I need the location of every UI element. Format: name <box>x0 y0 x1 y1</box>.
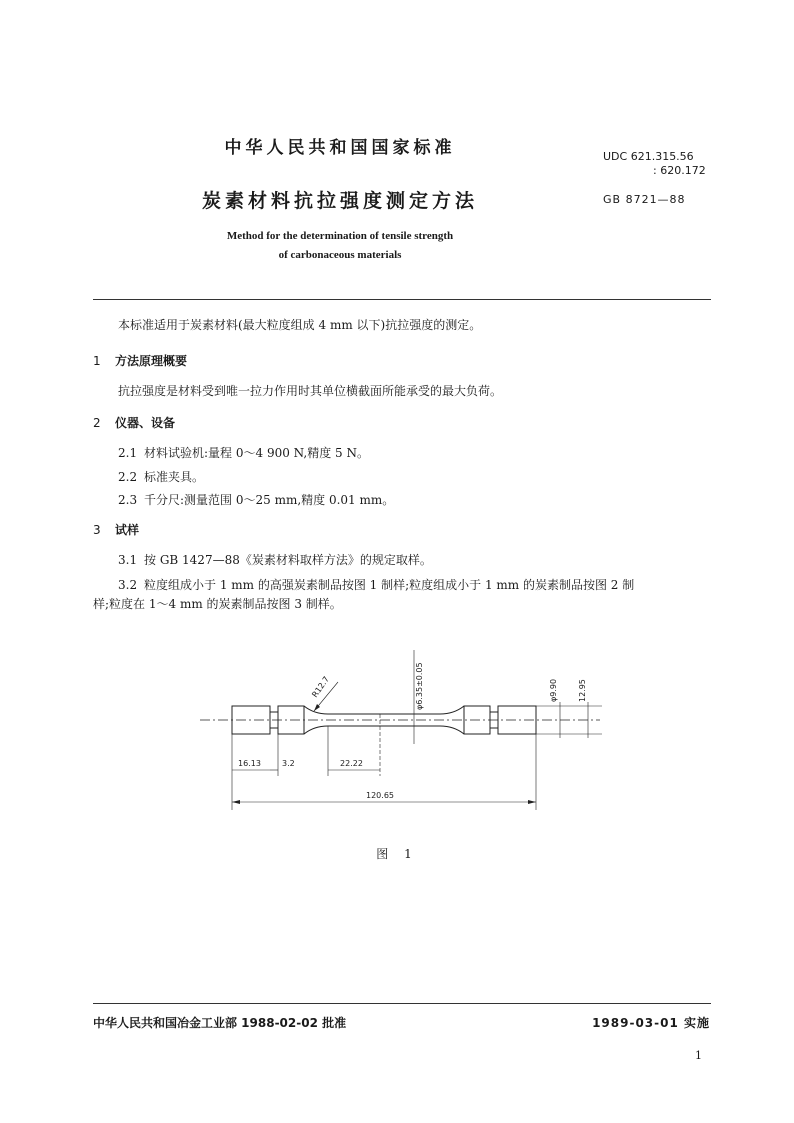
section-paragraph: 抗拉强度是材料受到唯一拉力作用时其单位横截面所能承受的最大负荷。 <box>118 384 503 398</box>
item-text: 标准夹具。 <box>144 470 205 484</box>
list-item <box>118 552 432 568</box>
list-item <box>118 445 369 461</box>
section-title: 方法原理概要 <box>115 354 188 368</box>
specimen-drawing <box>190 640 610 830</box>
header-divider <box>93 299 711 300</box>
national-standard-heading: 中华人民共和国国家标准 <box>224 138 456 158</box>
dim-label-step-length: 3.2 <box>282 759 295 768</box>
item-text: 材料试验机:量程 0～4 900 N,精度 5 N。 <box>144 446 369 460</box>
english-title-line-2: of carbonaceous materials <box>278 249 402 261</box>
footer-divider <box>93 1003 711 1004</box>
figure-caption: 图 1 <box>376 847 418 861</box>
dim-label-neck-length: 22.22 <box>340 759 363 768</box>
section-heading <box>93 414 175 431</box>
list-item <box>118 577 634 593</box>
dim-label-end-length: 16.13 <box>238 759 261 768</box>
section-number: 2 <box>93 416 101 430</box>
item-number: 2.3 <box>118 493 138 507</box>
section-number: 1 <box>93 354 101 368</box>
item-continuation: 样;粒度在 1～4 mm 的炭素制品按图 3 制样。 <box>93 597 342 611</box>
item-number: 3.2 <box>118 578 138 592</box>
section-title: 仪器、设备 <box>115 416 176 430</box>
gb-number: GB 8721—88 <box>603 193 686 206</box>
udc-line-1: UDC 621.315.56 <box>603 150 694 163</box>
dim-label-end-diameter: 12.95 <box>578 679 587 702</box>
item-number: 3.1 <box>118 553 138 567</box>
approval-line: 中华人民共和国冶金工业部 1988-02-02 批准 <box>93 1016 347 1030</box>
udc-code <box>603 150 706 178</box>
item-text: 粒度组成小于 1 mm 的高强炭素制品按图 1 制样;粒度组成小于 1 mm 的炭素制品按图 2 制 <box>144 578 635 592</box>
item-text: 千分尺:测量范围 0～25 mm,精度 0.01 mm。 <box>144 493 395 507</box>
english-title-line-1: Method for the determination of tensile strength <box>226 230 454 242</box>
item-text: 按 GB 1427—88《炭素材料取样方法》的规定取样。 <box>144 553 432 567</box>
dim-label-shoulder-diameter: φ9.90 <box>549 678 558 702</box>
intro-paragraph: 本标准适用于炭素材料(最大粒度组成 4 mm 以下)抗拉强度的测定。 <box>118 318 482 332</box>
section-number: 3 <box>93 523 101 537</box>
udc-line-2: : 620.172 <box>653 164 706 177</box>
section-title: 试样 <box>115 523 140 537</box>
page-number: 1 <box>695 1049 702 1062</box>
section-heading <box>93 352 187 369</box>
arrowhead <box>232 800 240 804</box>
item-number: 2.1 <box>118 446 138 460</box>
document-title: 炭素材料抗拉强度测定方法 <box>201 190 478 212</box>
neck-upper-edge <box>304 706 464 714</box>
effective-date: 1989-03-01 实施 <box>592 1016 710 1030</box>
item-number: 2.2 <box>118 470 138 484</box>
list-item <box>118 469 204 485</box>
dim-label-neck-diameter: φ6.35±0.05 <box>415 662 424 710</box>
list-item <box>118 492 394 508</box>
section-heading <box>93 521 139 538</box>
dim-label-radius: R12.7 <box>310 674 332 700</box>
arrowhead <box>528 800 536 804</box>
dim-label-total-length: 120.65 <box>366 791 394 800</box>
